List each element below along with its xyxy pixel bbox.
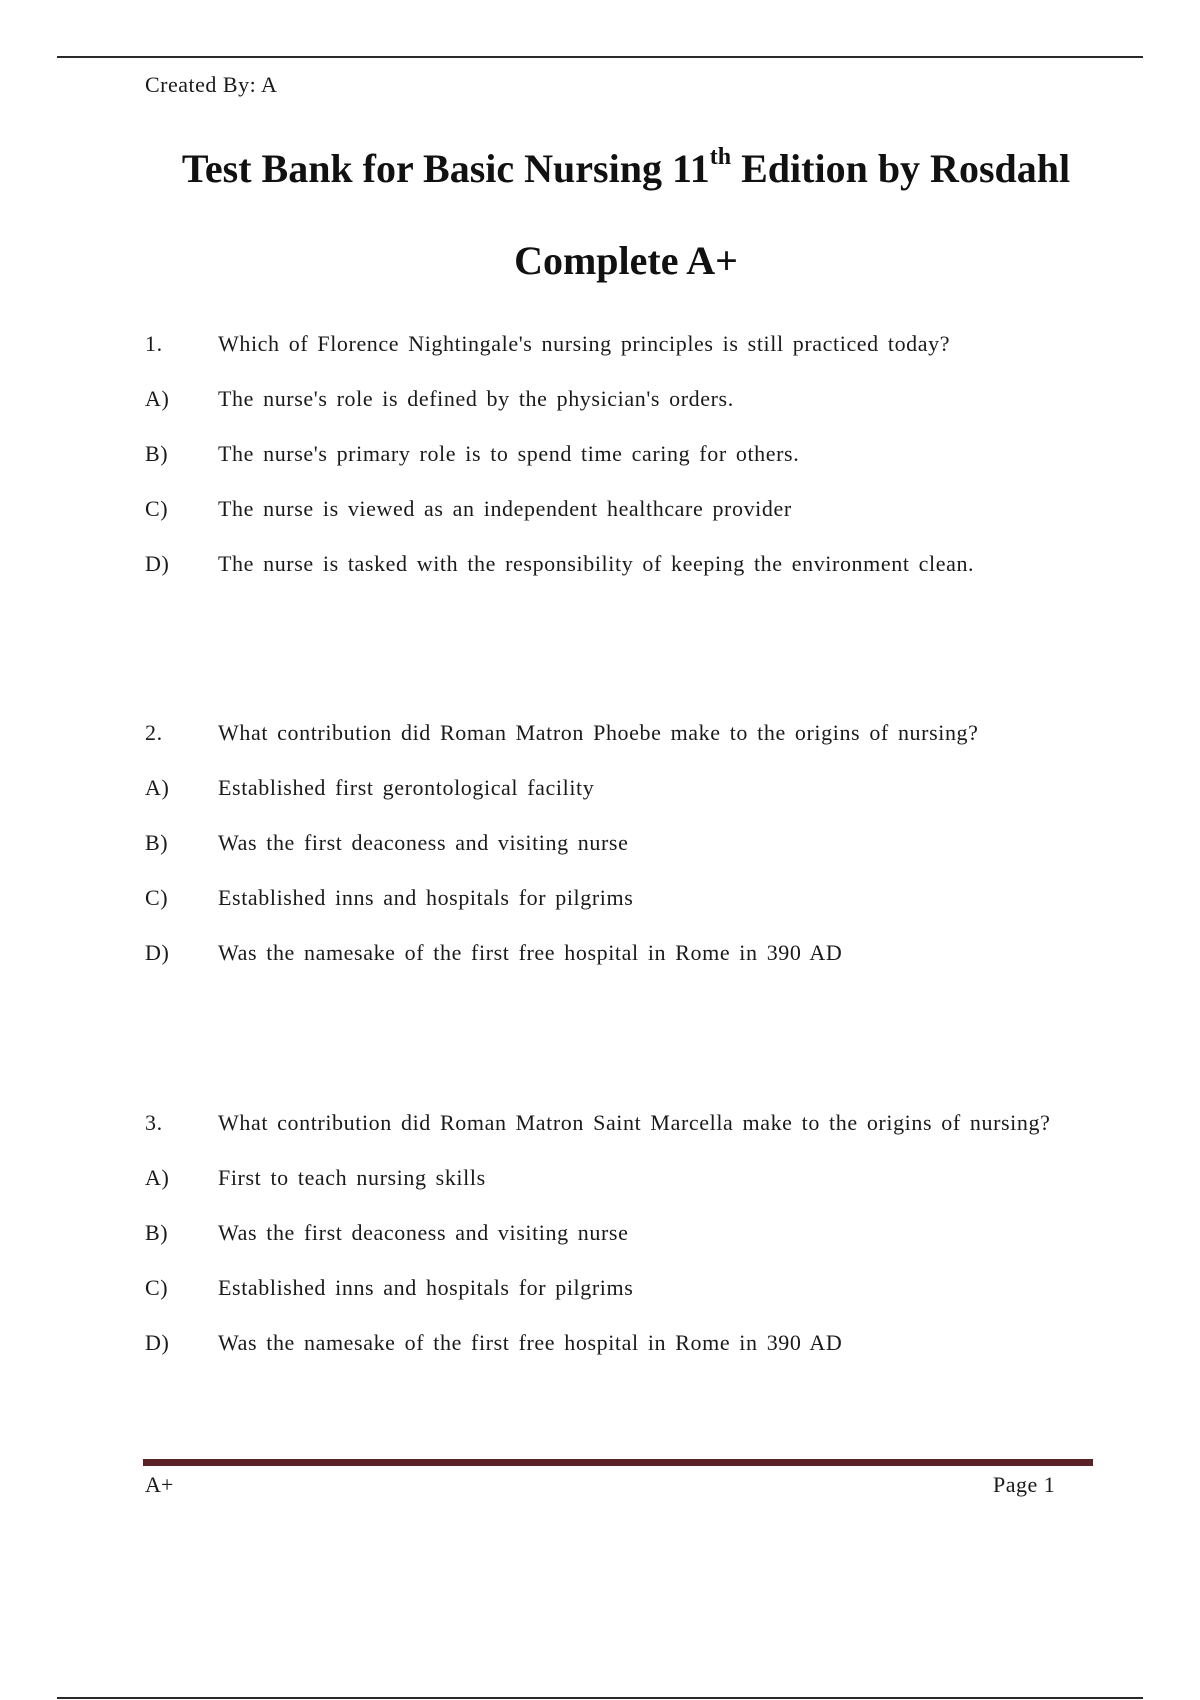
option-text: First to teach nursing skills (218, 1165, 486, 1190)
question-3 (145, 1110, 1145, 1385)
answer-option (145, 1330, 1145, 1385)
question-number: 2. (145, 720, 163, 745)
header-rule (57, 56, 1143, 58)
option-text: The nurse is tasked with the responsibility of keeping the environment clean. (218, 551, 975, 576)
question-stem (145, 1110, 1145, 1165)
question-text: What contribution did Roman Matron Saint Marcella make to the origins of nursing? (218, 1110, 1051, 1135)
option-text: Established inns and hospitals for pilgrims (218, 1275, 634, 1300)
page-subtitle: Complete A+ (514, 238, 738, 283)
bottom-rule (57, 1697, 1143, 1699)
option-letter: C) (145, 496, 169, 521)
answer-option (145, 775, 1145, 830)
option-letter: D) (145, 940, 170, 965)
answer-option (145, 1220, 1145, 1275)
answer-option (145, 940, 1145, 995)
option-letter: B) (145, 830, 169, 855)
answer-option (145, 441, 1145, 496)
page-title (0, 145, 1200, 192)
option-text: The nurse's role is defined by the physician's orders. (218, 386, 734, 411)
question-2 (145, 720, 1145, 995)
option-letter: D) (145, 1330, 170, 1355)
option-letter: D) (145, 551, 170, 576)
footer-label: A+ (145, 1472, 174, 1497)
question-number: 1. (145, 331, 163, 356)
question-text: What contribution did Roman Matron Phoebe make to the origins of nursing? (218, 720, 979, 745)
question-number: 3. (145, 1110, 163, 1135)
answer-option (145, 830, 1145, 885)
option-text: Was the namesake of the first free hospital in Rome in 390 AD (218, 1330, 843, 1355)
answer-option (145, 1275, 1145, 1330)
title-superscript: th (709, 143, 732, 170)
question-stem (145, 331, 1145, 386)
option-letter: A) (145, 775, 170, 800)
page-number: Page 1 (993, 1472, 1056, 1497)
option-letter: C) (145, 1275, 169, 1300)
footer-divider (143, 1459, 1093, 1466)
option-letter: A) (145, 386, 170, 411)
option-text: Was the namesake of the first free hospital in Rome in 390 AD (218, 940, 843, 965)
option-text: Established inns and hospitals for pilgrims (218, 885, 634, 910)
answer-option (145, 551, 1145, 606)
question-stem (145, 720, 1145, 775)
answer-option (145, 386, 1145, 441)
title-part-2: Edition by Rosdahl (731, 146, 1071, 191)
option-letter: B) (145, 1220, 169, 1245)
question-1 (145, 331, 1145, 606)
title-part-1: Test Bank for Basic Nursing 11 (181, 146, 710, 191)
question-text: Which of Florence Nightingale's nursing principles is still practiced today? (218, 331, 951, 356)
option-text: Was the first deaconess and visiting nurse (218, 830, 629, 855)
answer-option (145, 1165, 1145, 1220)
option-text: The nurse is viewed as an independent healthcare provider (218, 496, 792, 521)
created-by: Created By: A (145, 72, 278, 97)
option-letter: B) (145, 441, 169, 466)
option-letter: C) (145, 885, 169, 910)
option-letter: A) (145, 1165, 170, 1190)
answer-option (145, 885, 1145, 940)
answer-option (145, 496, 1145, 551)
option-text: Established first gerontological facility (218, 775, 595, 800)
option-text: Was the first deaconess and visiting nurse (218, 1220, 629, 1245)
option-text: The nurse's primary role is to spend time caring for others. (218, 441, 800, 466)
